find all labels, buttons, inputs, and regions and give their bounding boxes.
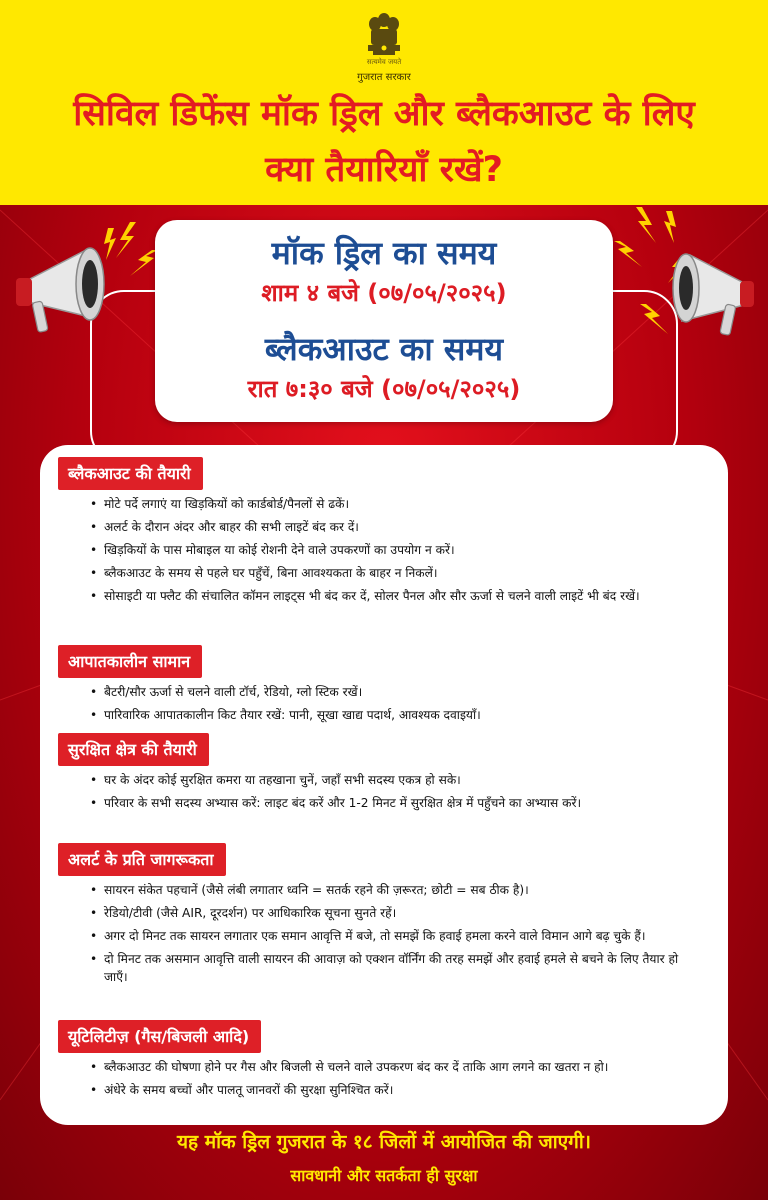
section-alert-awareness (58, 843, 702, 986)
page-title-line2: क्या तैयारियाँ रखें? (265, 150, 503, 190)
mock-drill-time-value: शाम ४ बजे (०७/०५/२०२५) (261, 279, 507, 307)
section-title: आपातकालीन सामान (58, 645, 202, 678)
list-item: • घर के अंदर कोई सुरक्षित कमरा या तहखाना चुनें, जहाँ सभी सदस्य एकत्र हो सके। (90, 771, 702, 789)
list-item: • सायरन संकेत पहचानें (जैसे लंबी लगातार ध्वनि = सतर्क रहने की ज़रूरत; छोटी = सब ठीक है)। (90, 881, 702, 899)
section-items (90, 495, 702, 605)
timing-card (155, 220, 613, 422)
section-title: ब्लैकआउट की तैयारी (58, 457, 203, 490)
mock-drill-time-label: मॉक ड्रिल का समय (271, 234, 497, 272)
list-item: • ब्लैकआउट के समय से पहले घर पहुँचें, बिना आवश्यकता के बाहर न निकलें। (90, 564, 702, 582)
megaphone-left-icon (8, 240, 118, 350)
section-title: अलर्ट के प्रति जागरूकता (58, 843, 226, 876)
section-utilities (58, 1020, 702, 1099)
section-items (90, 881, 702, 986)
list-item: • अगर दो मिनट तक सायरन लगातार एक समान आवृत्ति में बजे, तो समझें कि हवाई हमला करने वाले विमान आगे बढ़ चुके हैं। (90, 927, 702, 945)
list-item: • दो मिनट तक असमान आवृत्ति वाली सायरन की आवाज़ को एक्शन वॉर्निंग की तरह समझें और हवाई हमले से बचने के लिए तैयार हो जाएँ। (90, 950, 702, 986)
list-item: • बैटरी/सौर ऊर्जा से चलने वाली टॉर्च, रेडियो, ग्लो स्टिक रखें। (90, 683, 702, 701)
list-item: • खिड़कियों के पास मोबाइल या कोई रोशनी देने वाले उपकरणों का उपयोग न करें। (90, 541, 702, 559)
blackout-time-label: ब्लैकआउट का समय (264, 330, 504, 368)
page-title-line1: सिविल डिफेंस मॉक ड्रिल और ब्लैकआउट के लिए (73, 94, 695, 134)
section-safe-zone (58, 733, 702, 812)
government-name: गुजरात सरकार (357, 72, 411, 83)
megaphone-right-icon (662, 245, 762, 355)
list-item: • अंधेरे के समय बच्चों और पालतू जानवरों की सुरक्षा सुनिश्चित करें। (90, 1081, 702, 1099)
section-items (90, 683, 702, 724)
footer-slogan: सावधानी और सतर्कता ही सुरक्षा (290, 1166, 478, 1185)
list-item: • अलर्ट के दौरान अंदर और बाहर की सभी लाइटें बंद कर दें। (90, 518, 702, 536)
list-item: • ब्लैकआउट की घोषणा होने पर गैस और बिजली से चलने वाले उपकरण बंद कर दें ताकि आग लगने का खतरा न हो। (90, 1058, 702, 1076)
section-title: यूटिलिटीज़ (गैस/बिजली आदि) (58, 1020, 261, 1053)
section-title: सुरक्षित क्षेत्र की तैयारी (58, 733, 209, 766)
blackout-time-value: रात ७:३० बजे (०७/०५/२०२५) (247, 375, 521, 403)
section-items (90, 771, 702, 812)
list-item: • मोटे पर्दे लगाएं या खिड़कियों को कार्डबोर्ड/पैनलों से ढकें। (90, 495, 702, 513)
list-item: • सोसाइटी या फ्लैट की संचालित कॉमन लाइट्स भी बंद कर दें, सोलर पैनल और सौर ऊर्जा से चलने वाली लाइटें भी बंद रखें। (90, 587, 702, 605)
section-items (90, 1058, 702, 1099)
section-blackout-preparation (58, 457, 702, 605)
list-item: • पारिवारिक आपातकालीन किट तैयार रखें: पानी, सूखा खाद्य पदार्थ, आवश्यक दवाइयाँ। (90, 706, 702, 724)
list-item: • परिवार के सभी सदस्य अभ्यास करें: लाइट बंद करें और 1-2 मिनट में सुरक्षित क्षेत्र में पहुँचने का अभ्यास करें। (90, 794, 702, 812)
header-banner (0, 0, 768, 205)
section-emergency-supplies (58, 645, 702, 724)
footer-announcement: यह मॉक ड्रिल गुजरात के १८ जिलों में आयोजित की जाएगी। (176, 1131, 592, 1153)
emblem-motto: सत्यमेव जयते (366, 58, 402, 66)
list-item: • रेडियो/टीवी (जैसे AIR, दूरदर्शन) पर आधिकारिक सूचना सुनते रहें। (90, 904, 702, 922)
